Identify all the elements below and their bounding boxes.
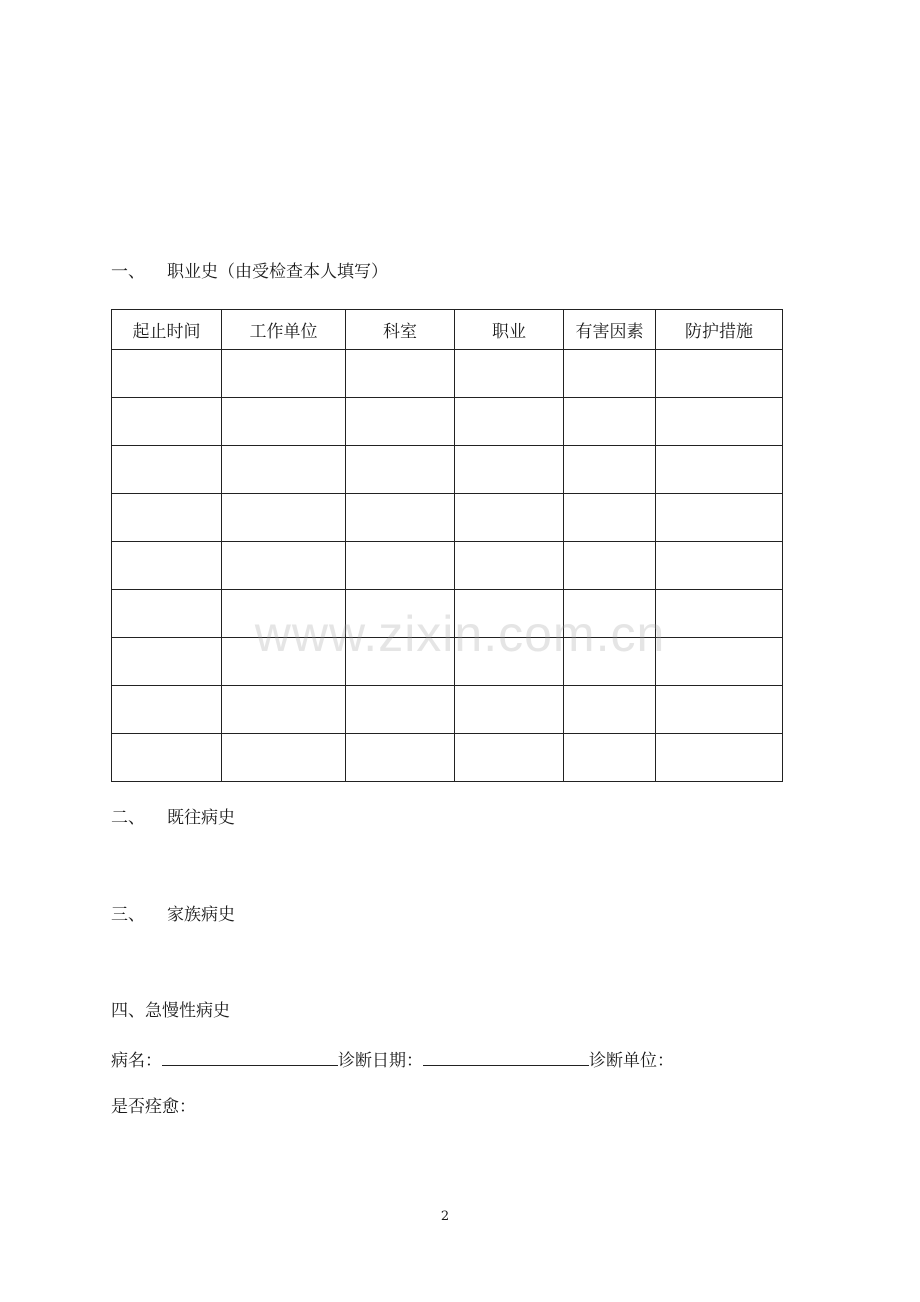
table-cell[interactable] bbox=[222, 638, 346, 686]
table-cell[interactable] bbox=[656, 734, 783, 782]
table-row bbox=[112, 542, 783, 590]
table-cell[interactable] bbox=[656, 446, 783, 494]
table-cell[interactable] bbox=[656, 638, 783, 686]
table-cell[interactable] bbox=[346, 590, 455, 638]
section-number: 一、 bbox=[111, 262, 145, 282]
table-cell[interactable] bbox=[564, 350, 656, 398]
section-title: 既往病史 bbox=[167, 808, 235, 828]
column-header-employer: 工作单位 bbox=[222, 310, 346, 350]
disease-name-label: 病名： bbox=[111, 1051, 162, 1071]
table-cell[interactable] bbox=[656, 494, 783, 542]
table-cell[interactable] bbox=[564, 734, 656, 782]
column-header-occupation: 职业 bbox=[455, 310, 564, 350]
column-header-department: 科室 bbox=[346, 310, 455, 350]
table-cell[interactable] bbox=[112, 542, 222, 590]
table-cell[interactable] bbox=[564, 542, 656, 590]
table-cell[interactable] bbox=[346, 734, 455, 782]
table-cell[interactable] bbox=[346, 638, 455, 686]
table-cell[interactable] bbox=[222, 350, 346, 398]
section-heading-past-medical-history bbox=[111, 808, 235, 828]
table-cell[interactable] bbox=[455, 638, 564, 686]
table-cell[interactable] bbox=[455, 446, 564, 494]
table-cell[interactable] bbox=[455, 398, 564, 446]
table-cell[interactable] bbox=[564, 590, 656, 638]
table-cell[interactable] bbox=[564, 638, 656, 686]
table-cell[interactable] bbox=[112, 350, 222, 398]
table-cell[interactable] bbox=[346, 398, 455, 446]
table-cell[interactable] bbox=[455, 542, 564, 590]
table-cell[interactable] bbox=[112, 590, 222, 638]
section-heading-occupational-history bbox=[111, 262, 388, 282]
table-cell[interactable] bbox=[564, 398, 656, 446]
occupational-history-table bbox=[111, 309, 783, 782]
table-cell[interactable] bbox=[656, 542, 783, 590]
table-cell[interactable] bbox=[455, 350, 564, 398]
table-row bbox=[112, 350, 783, 398]
column-header-period: 起止时间 bbox=[112, 310, 222, 350]
section-title: 家族病史 bbox=[167, 905, 235, 925]
section-number: 三、 bbox=[111, 905, 145, 925]
table-cell[interactable] bbox=[112, 446, 222, 494]
table-cell[interactable] bbox=[222, 734, 346, 782]
table-cell[interactable] bbox=[112, 494, 222, 542]
table-cell[interactable] bbox=[656, 590, 783, 638]
section-heading-acute-chronic-history bbox=[111, 1001, 230, 1021]
table-cell[interactable] bbox=[346, 494, 455, 542]
section-title: 急慢性病史 bbox=[145, 1001, 230, 1021]
table-cell[interactable] bbox=[112, 686, 222, 734]
table-cell[interactable] bbox=[222, 590, 346, 638]
table-row bbox=[112, 686, 783, 734]
section-title: 职业史（由受检查本人填写） bbox=[167, 262, 388, 282]
table-cell[interactable] bbox=[222, 446, 346, 494]
table-cell[interactable] bbox=[112, 638, 222, 686]
table-cell[interactable] bbox=[222, 686, 346, 734]
cured-line bbox=[111, 1097, 196, 1117]
column-header-hazards: 有害因素 bbox=[564, 310, 656, 350]
section-number: 四、 bbox=[111, 1001, 145, 1021]
table-cell[interactable] bbox=[222, 542, 346, 590]
table-cell[interactable] bbox=[346, 686, 455, 734]
diagnosis-date-label: 诊断日期： bbox=[338, 1051, 423, 1071]
table-cell[interactable] bbox=[346, 542, 455, 590]
page-number: 2 bbox=[440, 1209, 450, 1224]
table-cell[interactable] bbox=[455, 734, 564, 782]
disease-name-field[interactable] bbox=[162, 1048, 338, 1066]
table-row bbox=[112, 494, 783, 542]
table-cell[interactable] bbox=[112, 398, 222, 446]
table-row bbox=[112, 638, 783, 686]
table-cell[interactable] bbox=[455, 494, 564, 542]
table-cell[interactable] bbox=[112, 734, 222, 782]
table-cell[interactable] bbox=[455, 590, 564, 638]
table-cell[interactable] bbox=[455, 686, 564, 734]
table-cell[interactable] bbox=[564, 446, 656, 494]
table-cell[interactable] bbox=[222, 398, 346, 446]
table-row bbox=[112, 398, 783, 446]
table-cell[interactable] bbox=[564, 686, 656, 734]
section-number: 二、 bbox=[111, 808, 145, 828]
table-row bbox=[112, 590, 783, 638]
disease-info-line bbox=[111, 1048, 674, 1071]
table-row bbox=[112, 446, 783, 494]
table-cell[interactable] bbox=[656, 350, 783, 398]
table-header-row bbox=[112, 310, 783, 350]
column-header-protection: 防护措施 bbox=[656, 310, 783, 350]
table-cell[interactable] bbox=[222, 494, 346, 542]
table-cell[interactable] bbox=[346, 350, 455, 398]
section-heading-family-history bbox=[111, 905, 235, 925]
diagnosis-date-field[interactable] bbox=[423, 1048, 589, 1066]
table-cell[interactable] bbox=[656, 686, 783, 734]
table-cell[interactable] bbox=[564, 494, 656, 542]
cured-label: 是否痊愈： bbox=[111, 1097, 196, 1117]
watermark: www.zixin.com.cn bbox=[254, 606, 666, 662]
table-cell[interactable] bbox=[656, 398, 783, 446]
diagnosis-unit-label: 诊断单位： bbox=[589, 1051, 674, 1071]
table-row bbox=[112, 734, 783, 782]
table-cell[interactable] bbox=[346, 446, 455, 494]
